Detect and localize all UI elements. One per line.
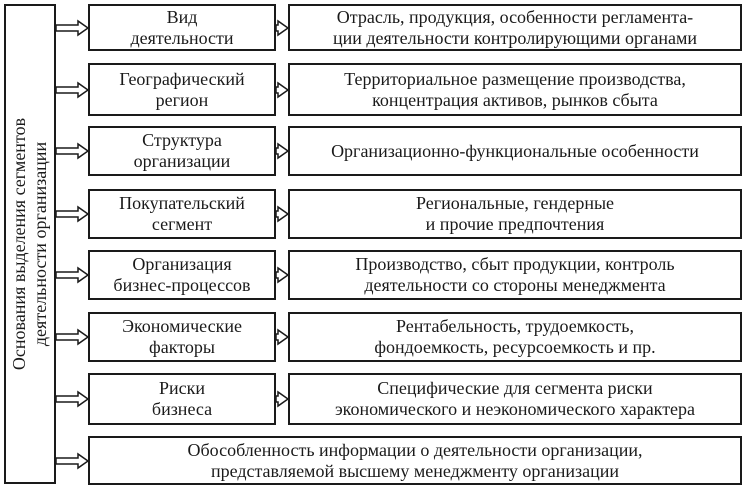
side-label-line-1: Основания выделения сегментов <box>9 117 30 371</box>
description-text: деятельности со стороны менеджмента <box>364 275 666 295</box>
description-box-customer <box>288 189 742 239</box>
criterion-box-economic <box>88 312 276 362</box>
arrow-to-criterion-2 <box>56 83 88 97</box>
criterion-label: Экономические <box>122 316 242 336</box>
description-text: ции деятельности контролирующими органами <box>332 27 698 48</box>
arrow-to-description-4 <box>276 207 288 221</box>
arrow-to-description-3 <box>276 144 288 158</box>
side-label-line-2: деятельности организации <box>30 141 51 347</box>
segregation-text: Обособленность информации о деятельности организации, <box>187 439 643 460</box>
arrow-to-description-2 <box>276 83 288 97</box>
description-box-activity <box>288 4 742 51</box>
segregation-text: представляемой высшему менеджменту организации <box>210 460 620 481</box>
description-text: Территориальное размещение производства, <box>344 68 686 89</box>
criterion-label: сегмент <box>151 214 213 234</box>
description-text: Производство, сбыт продукции, контроль <box>355 254 675 274</box>
arrow-to-criterion-4 <box>56 207 88 221</box>
arrow-to-description-6 <box>276 330 288 344</box>
criterion-label: Организация <box>132 254 232 274</box>
criterion-label: Структура <box>142 130 222 150</box>
criterion-box-structure <box>88 126 276 176</box>
description-text: и прочие предпочтения <box>425 214 605 234</box>
criterion-box-customer <box>88 189 276 239</box>
description-box-structure <box>288 126 742 176</box>
criterion-label: деятельности <box>130 27 234 48</box>
criterion-label: организации <box>133 151 231 171</box>
information-segregation-box <box>88 436 742 485</box>
description-text: Организационно-функциональные особенности <box>331 140 699 161</box>
criterion-label: факторы <box>149 337 215 357</box>
criterion-label: Покупательский <box>119 193 245 213</box>
criterion-box-risks <box>88 373 276 425</box>
criterion-label: бизнеса <box>151 399 213 419</box>
arrow-to-criterion-7 <box>56 392 88 406</box>
description-box-processes <box>288 250 742 300</box>
criterion-box-region <box>88 63 276 116</box>
arrow-to-description-5 <box>276 268 288 282</box>
description-text: Отрасль, продукция, особенности регламента- <box>336 6 694 27</box>
criterion-box-processes <box>88 250 276 300</box>
arrow-to-description-1 <box>276 21 288 35</box>
criterion-label: регион <box>155 89 209 110</box>
description-box-economic <box>288 312 742 362</box>
criterion-label: бизнес-процессов <box>113 275 251 295</box>
description-text: Рентабельность, трудоемкость, <box>395 316 635 336</box>
criterion-label: Вид <box>166 6 198 27</box>
description-text: экономического и неэкономического характера <box>334 399 696 419</box>
arrow-to-criterion-5 <box>56 268 88 282</box>
criterion-box-activity <box>88 4 276 51</box>
description-box-risks <box>288 373 742 425</box>
description-box-region <box>288 63 742 116</box>
arrow-to-segregation <box>56 454 88 468</box>
description-text: Специфические для сегмента риски <box>377 378 653 398</box>
arrow-to-criterion-3 <box>56 144 88 158</box>
arrow-to-criterion-6 <box>56 330 88 344</box>
arrow-to-criterion-1 <box>56 21 88 35</box>
criterion-label: Риски <box>158 378 205 398</box>
arrow-to-description-7 <box>276 392 288 406</box>
description-text: концентрация активов, рынков сбыта <box>372 89 658 110</box>
description-text: фондоемкость, ресурсоемкость и пр. <box>374 337 656 357</box>
criterion-label: Географический <box>119 68 245 89</box>
description-text: Региональные, гендерные <box>415 193 615 213</box>
